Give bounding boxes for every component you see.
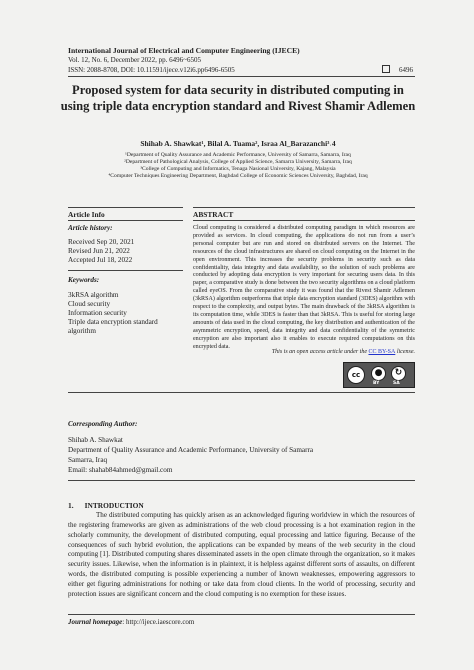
issn-doi: ISSN: 2088-8708, DOI: 10.11591/ijece.v12i6.pp6496-6505 [68,66,235,74]
keyword-item: Information security [68,309,127,317]
cc-icon: cc [347,366,365,384]
keywords-rule [68,270,183,271]
share-alike-icon: ↻ [391,366,406,381]
authors: Shihab A. Shawkat¹, Bilal A. Tuama², Israa Al_Barazanchi³˒4 [140,139,336,148]
corresponding-email: Email: shahab84ahmed@gmail.com [68,466,173,474]
affiliation-2: ²Department of Pathological Analysis, College of Applied Science, Samarra University, Samarra, Iraq [124,159,352,165]
homepage-label: Journal homepage [68,618,123,626]
section-rule [68,392,415,393]
corresponding-heading: Corresponding Author: [68,420,138,428]
open-access-suffix: license. [396,349,415,355]
article-info-top-rule [68,207,183,208]
corresponding-name: Shihab A. Shawkat [68,436,123,444]
abstract-rule [193,220,415,221]
sa-label: SA [393,381,400,386]
license-link[interactable]: CC BY-SA [368,349,396,355]
by-label: BY [373,381,380,386]
open-access-note [193,349,415,355]
journal-name: International Journal of Electrical and Computer Engineering (IJECE) [68,46,300,55]
corresponding-city: Samarra, Iraq [68,456,108,464]
volume-info: Vol. 12, No. 6, December 2022, pp. 6496~6505 [68,56,201,64]
article-info-rule [68,220,183,221]
keyword-item: algorithm [68,327,96,335]
journal-homepage [68,618,194,626]
introduction-text: The distributed computing has quickly arisen as an acknowledged figuring worldview in which the resources of the registering frameworks are given as administrations of the web cloud processing is a hot examination region in the scholarly community, the development of distributed computing, equal processing and lattice figuring. Because of the consequences of such hybrid evolution, the applications can be expanded by means of the web security in the cloud computing [1]. Distributed computing shares disseminated assets in the open climate through the organization, so it makes security issues. Likewise, when the information is in plaintext, it is helpless against different sorts of assaults, on different words, the distributed computing is possible experiencing a number of known weaknesses, empowering aggressors to either get figuring administrations for nothing or take data from cloud clients. In the world of processing, security and protection issues are significant concern and the cloud computing is no exemption for these issues. [68,511,415,598]
page-box-icon [382,65,390,73]
keyword-item: 3kRSA algorithm [68,291,119,299]
paper-title: Proposed system for data security in distributed computing in using triple data encryption standard and Rivest Shamir Adlemen [60,83,416,113]
page-number: 6496 [399,66,413,74]
abstract-top-rule [193,207,415,208]
history-received: Received Sep 20, 2021 [68,238,135,246]
affiliation-1: ¹Department of Quality Assurance and Academic Performance, University of Samarra, Samarra, Iraq [125,152,351,158]
keyword-item: Cloud security [68,300,111,308]
corresponding-rule [68,480,415,481]
footer-rule [68,614,415,615]
abstract-text: Cloud computing is considered a distributed computing paradigm in which resources are provided as services. In cloud computing, the applications do not run from a user’s personal computer but are run and stored on distributed servers on the Internet. The resources of the cloud infrastructures are shared on cloud computing on the Internet in the open environment. This increases the security problems in security such as data confidentiality, data integrity and data availability, so the solution of such problems are conducted by adopting data encryption is very important for securing users data. In this paper, a comparative study is done between the two security algorithms on a cloud platform called eyeOS. From the comparative study it was found that the Rivest Shamir Adlemen (3kRSA) algorithm outperforms that triple data encryption standard (3DES) algorithm with respect to the complexity, and output bytes. The main drawback of the 3kRSA algorithm is its computation time, while 3DES is faster than that 3kRSA. This is useful for storing large amounts of data used in the cloud computing, the key distribution and authentication of the asymmetric encryption, speed, data integrity and data confidentiality of the symmetric encryption are also important also it enables to execute required computations on this encrypted data. [193,225,415,350]
person-icon: ● [371,366,386,381]
history-accepted: Accepted Jul 18, 2022 [68,256,133,264]
homepage-url[interactable]: : http://ijece.iaescore.com [122,618,195,626]
affiliation-4: ⁴Computer Techniques Engineering Department, Baghdad College of Economic Sciences University, Baghdad, Iraq [108,173,368,179]
keyword-item: Triple data encryption standard [68,318,158,326]
corresponding-dept: Department of Quality Assurance and Academic Performance, University of Samarra [68,446,314,454]
affiliation-3: ³College of Computing and Informatics, Tenaga Nasional University, Kajang, Malaysia [140,166,336,172]
article-info-heading: Article Info [68,210,105,219]
article-history-heading: Article history: [68,224,113,232]
open-access-prefix: This is an open access article under the [271,349,367,355]
cc-license-badge[interactable] [343,362,415,388]
abstract-heading: ABSTRACT [193,210,234,219]
history-revised: Revised Jun 21, 2022 [68,247,130,255]
keywords-heading: Keywords: [68,276,100,284]
header-rule [68,76,415,77]
introduction-heading: 1. INTRODUCTION [68,501,144,510]
